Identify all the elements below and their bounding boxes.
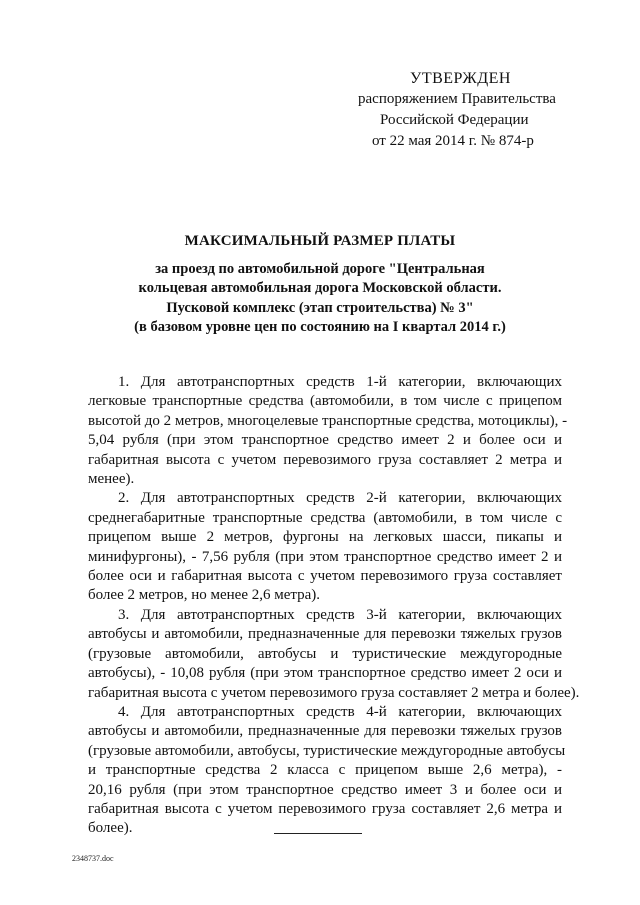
paragraph-line: габаритная высота с учетом перевозимого груза составляет 2 метра и более). — [88, 684, 580, 701]
approval-title: УТВЕРЖДЕН — [410, 70, 511, 87]
paragraph-line: 20,16 рубля (при этом транспортное средство имеет 3 и более оси и — [88, 781, 562, 798]
paragraph-line: и транспортные средства 2 класса с прицепом выше 2,6 метра), - — [88, 762, 562, 779]
subtitle-line-2: кольцевая автомобильная дорога Московской области. — [138, 280, 502, 296]
paragraph-line: минифургоны), - 7,56 рубля (при этом транспортное средство имеет 2 и — [88, 548, 562, 565]
paragraph-line: более 2 метров, но менее 2,6 метра). — [88, 587, 321, 604]
paragraph-line: автобусы), - 10,08 рубля (при этом транспортное средство имеет 2 оси и — [88, 665, 562, 682]
document-heading — [88, 232, 552, 338]
paragraph-line: более оси и габаритная высота с учетом перевозимого груза составляет — [88, 568, 562, 585]
paragraph-line: более). — [88, 820, 133, 837]
paragraph-1 — [88, 373, 568, 489]
paragraph-line: 2. Для автотранспортных средств 2-й категории, включающих — [118, 490, 562, 507]
approval-stamp — [356, 68, 576, 152]
paragraph-line: высотой до 2 метров, многоцелевые транспортные средства, мотоциклы), - — [88, 412, 568, 429]
paragraph-line: (грузовые автомобили, автобусы, туристические междугородные автобусы — [88, 742, 566, 759]
paragraph-line: габаритная высота с учетом перевозимого груза составляет 2 метра и — [88, 451, 562, 468]
subtitle-line-4: (в базовом уровне цен по состоянию на I квартал 2014 г.) — [134, 319, 506, 335]
paragraph-line: (грузовые автомобили, автобусы и туристические междугородные — [88, 645, 562, 662]
document-body — [88, 373, 580, 839]
document-title: МАКСИМАЛЬНЫЙ РАЗМЕР ПЛАТЫ — [184, 233, 456, 249]
paragraph-line: прицепом выше 2 метров, фургоны на легковых шасси, пикапы и — [88, 529, 562, 546]
paragraph-line: автобусы и автомобили, предназначенные для перевозки тяжелых грузов — [88, 723, 562, 740]
paragraph-3 — [88, 606, 580, 703]
footer-filename: 2348737.doc — [72, 854, 114, 863]
paragraph-line: менее). — [88, 471, 135, 488]
paragraph-line: 3. Для автотранспортных средств 3-й категории, включающих — [118, 606, 562, 623]
paragraph-2 — [88, 489, 562, 605]
approval-line-3: от 22 мая 2014 г. № 874-р — [372, 133, 534, 149]
subtitle-line-3: Пусковой комплекс (этап строительства) № 3" — [166, 299, 474, 316]
paragraph-line: легковые транспортные средства (автомобили, в том числе с прицепом — [88, 393, 562, 410]
paragraph-line: автобусы и автомобили, предназначенные для перевозки тяжелых грузов — [88, 626, 562, 643]
approval-line-1: распоряжением Правительства — [358, 91, 556, 107]
subtitle-line-1: за проезд по автомобильной дороге "Центральная — [155, 260, 485, 277]
paragraph-line: габаритная высота с учетом перевозимого груза составляет 2,6 метра и — [88, 800, 562, 817]
paragraph-line: 1. Для автотранспортных средств 1-й категории, включающих — [118, 374, 562, 390]
paragraph-4 — [88, 703, 566, 839]
end-divider — [274, 833, 362, 834]
paragraph-line: среднегабаритные транспортные средства (автомобили, в том числе с — [88, 509, 562, 526]
paragraph-line: 5,04 рубля (при этом транспортное средство имеет 2 и более оси и — [88, 432, 562, 449]
approval-line-2: Российской Федерации — [380, 112, 529, 128]
paragraph-line: 4. Для автотранспортных средств 4-й категории, включающих — [118, 703, 562, 720]
